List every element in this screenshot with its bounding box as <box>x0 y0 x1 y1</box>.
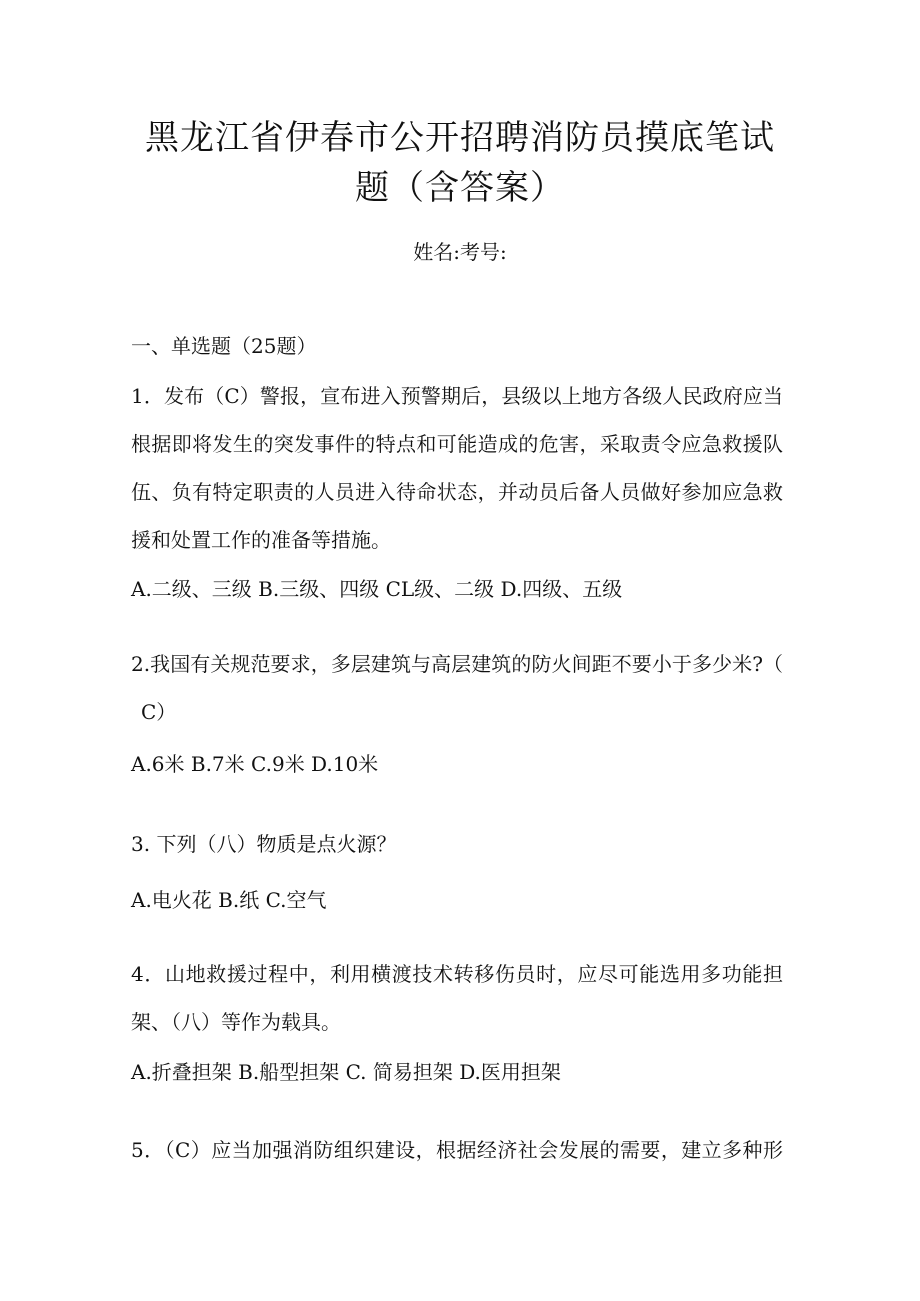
question-2-line-2: C） <box>141 700 177 724</box>
question-1-line-2: 根据即将发生的突发事件的特点和可能造成的危害，采取责令应急救援队 <box>131 432 783 456</box>
question-3-options: A.电火花 B.纸 C.空气 <box>131 888 327 912</box>
document-title-line-1: 黑龙江省伊春市公开招聘消防员摸底笔试 <box>145 118 775 158</box>
question-4-line-1: 4．山地救援过程中，利用横渡技术转移伤员时，应尽可能选用多功能担 <box>131 962 783 986</box>
question-1-line-1: 1．发布（C）警报，宣布进入预警期后，县级以上地方各级人民政府应当 <box>131 384 783 408</box>
name-and-exam-number-line: 姓名:考号: <box>413 240 507 264</box>
section-heading: 一、单选题（25题） <box>131 334 317 358</box>
question-3-line-1: 3. 下列（八）物质是点火源？ <box>131 832 397 856</box>
question-2-options: A.6米 B.7米 C.9米 D.10米 <box>131 752 379 776</box>
document-title-line-2: 题（含答案） <box>355 168 565 208</box>
question-5-line-1: 5．（C）应当加强消防组织建设，根据经济社会发展的需要，建立多种形 <box>131 1138 783 1162</box>
question-2-line-1: 2.我国有关规范要求，多层建筑与高层建筑的防火间距不要小于多少米?（ <box>131 652 783 676</box>
question-4-line-2: 架、（八）等作为载具。 <box>131 1010 341 1034</box>
question-4-options: A.折叠担架 B.船型担架 C. 简易担架 D.医用担架 <box>131 1060 561 1084</box>
question-1-options: A.二级、三级 B.三级、四级 CL级、二级 D.四级、五级 <box>131 577 623 601</box>
question-1-line-4: 援和处置工作的准备等措施。 <box>131 528 391 552</box>
question-1-line-3: 伍、负有特定职责的人员进入待命状态，并动员后备人员做好参加应急救 <box>131 480 783 504</box>
